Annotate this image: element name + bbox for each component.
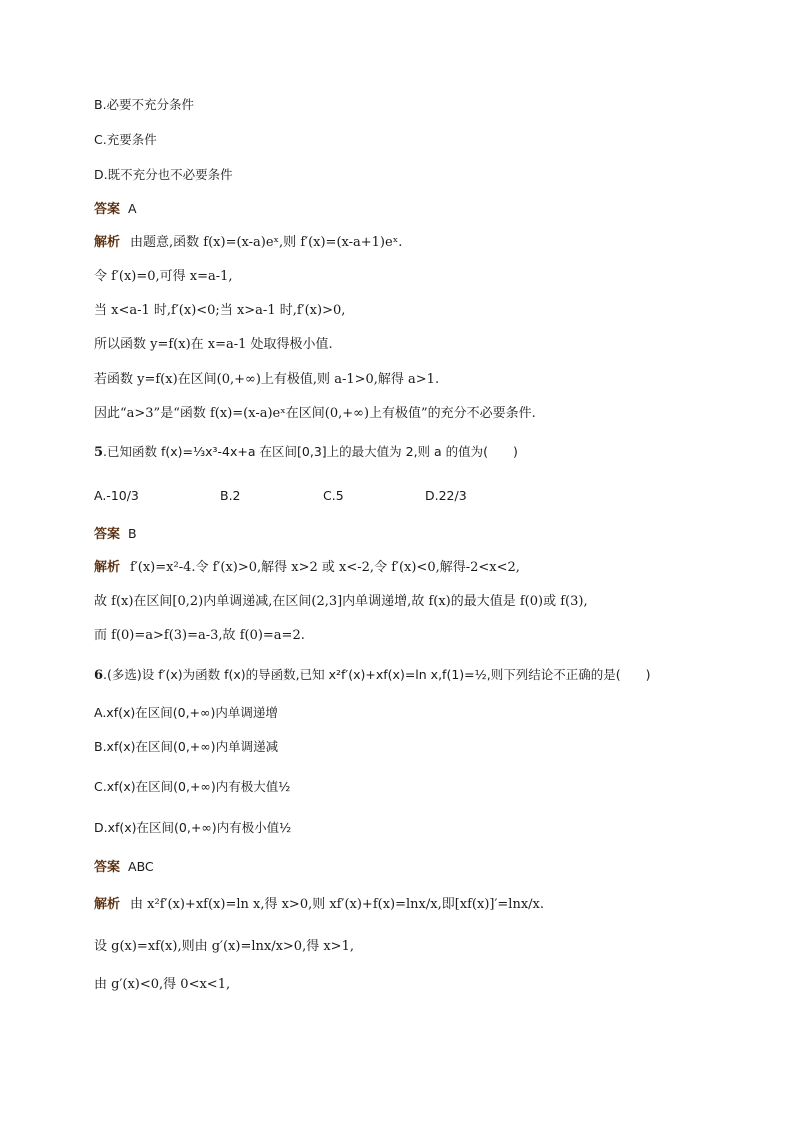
q4-solution-line-4: 所以函数 y=f(x)在 x=a-1 处取得极小值.	[94, 337, 333, 352]
question-number: 6	[94, 668, 104, 683]
q5-option-a: A.-10/3	[94, 488, 139, 503]
q5-option-d: D.22/3	[425, 488, 467, 503]
q4-option-b: B.必要不充分条件	[94, 97, 195, 112]
solution-label: 解析	[94, 560, 121, 575]
q6-stem	[94, 666, 650, 685]
q6-option-b: B.xf(x)在区间(0,+∞)内单调递减	[94, 739, 279, 754]
q5-solution-line-1	[94, 559, 520, 577]
q6-solution-line-2: 设 g(x)=xf(x),则由 g′(x)=lnx/x>0,得 x>1,	[94, 939, 354, 954]
q4-option-d: D.既不充分也不必要条件	[94, 167, 233, 182]
question-text: .(多选)设 f′(x)为函数 f(x)的导函数,已知 x²f′(x)+xf(x)=ln x,f(1)=½,则下列结论不正确的是( )	[103, 667, 651, 682]
q5-solution-line-3: 而 f(0)=a>f(3)=a-3,故 f(0)=a=2.	[94, 628, 305, 643]
q4-answer	[94, 200, 137, 219]
question-text: .已知函数 f(x)=⅓x³-4x+a 在区间[0,3]上的最大值为 2,则 a 的值为( )	[103, 444, 518, 459]
solution-label: 解析	[94, 235, 121, 250]
answer-value: ABC	[128, 859, 154, 874]
q5-option-b: B.2	[220, 488, 241, 503]
q6-option-a: A.xf(x)在区间(0,+∞)内单调递增	[94, 705, 278, 720]
q6-option-c: C.xf(x)在区间(0,+∞)内有极大值½	[94, 779, 291, 794]
solution-label: 解析	[94, 897, 121, 912]
q4-solution-line-2: 令 f′(x)=0,可得 x=a-1,	[94, 269, 233, 284]
q6-answer	[94, 858, 154, 877]
q4-solution-line-6: 因此“a>3”是“函数 f(x)=(x-a)eˣ在区间(0,+∞)上有极值”的充分不必要条件.	[94, 406, 536, 421]
answer-label: 答案	[94, 202, 121, 217]
q4-solution-line-3: 当 x<a-1 时,f′(x)<0;当 x>a-1 时,f′(x)>0,	[94, 303, 346, 318]
q5-stem	[94, 443, 518, 462]
q4-solution-line-5: 若函数 y=f(x)在区间(0,+∞)上有极值,则 a-1>0,解得 a>1.	[94, 372, 440, 387]
q4-option-c: C.充要条件	[94, 132, 157, 147]
answer-value: A	[128, 201, 137, 216]
solution-text: 由 x²f′(x)+xf(x)=ln x,得 x>0,则 xf′(x)+f(x)=lnx/x,即[xf(x)]′=lnx/x.	[130, 897, 545, 912]
solution-text: f′(x)=x²-4.令 f′(x)>0,解得 x>2 或 x<-2,令 f′(x)<0,解得-2<x<2,	[130, 560, 520, 575]
answer-label: 答案	[94, 860, 121, 875]
q6-solution-line-1	[94, 896, 544, 914]
q5-answer	[94, 525, 137, 544]
q6-solution-line-3: 由 g′(x)<0,得 0<x<1,	[94, 977, 231, 992]
question-number: 5	[94, 445, 104, 460]
solution-text: 由题意,函数 f(x)=(x-a)eˣ,则 f′(x)=(x-a+1)eˣ.	[130, 235, 403, 250]
answer-label: 答案	[94, 527, 121, 542]
q5-solution-line-2: 故 f(x)在区间[0,2)内单调递减,在区间(2,3]内单调递增,故 f(x)的最大值是 f(0)或 f(3),	[94, 594, 588, 609]
q4-solution-line-1	[94, 234, 402, 252]
q5-option-c: C.5	[323, 488, 344, 503]
q6-option-d: D.xf(x)在区间(0,+∞)内有极小值½	[94, 820, 292, 835]
answer-value: B	[128, 526, 137, 541]
